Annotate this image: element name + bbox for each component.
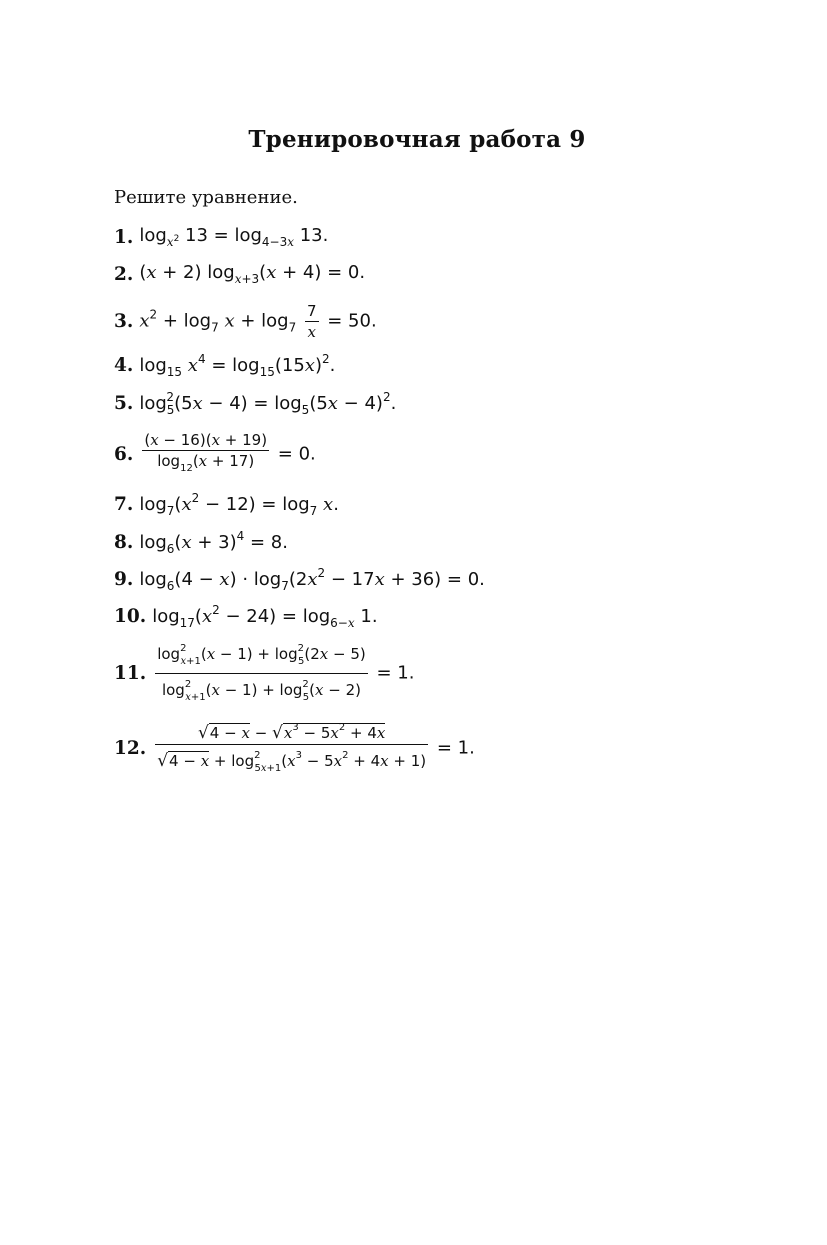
equation: $\frac{(x - 16)(x + 19)}{\log_{12}(x + 17)}$ = 0. — [144, 430, 316, 474]
problem-number: 2. — [114, 263, 134, 285]
equation: $\log_7(x^2 - 12) = \log_7 x$. — [139, 490, 339, 518]
equation: $\log_{15} x^4 = \log_{15}(15x)^2$. — [139, 351, 336, 379]
equation: (x + 2) $\log_{x+3}(x + 4) = 0$. — [139, 262, 366, 286]
problem-number: 5. — [114, 392, 134, 414]
equation: $\frac{\log^2_{x+1}(x - 1) + \log^2_5(2x - 5)}{\log^2_{x+1}(x - 1) + \log^2_5(x - 2)}$ = 1. — [157, 642, 415, 703]
problem-number: 7. — [114, 493, 134, 515]
problem-7 — [114, 491, 339, 517]
problem-number: 4. — [114, 354, 134, 376]
problem-number: 1. — [114, 226, 134, 248]
problem-3 — [114, 301, 377, 341]
problem-number: 3. — [114, 310, 134, 332]
problem-10 — [114, 603, 378, 629]
problem-number: 10. — [114, 605, 147, 627]
equation: $\log_6(x + 3)^4 = 8$. — [139, 528, 288, 556]
page-title: Тренировочная работа 9 — [248, 126, 586, 153]
instruction-text: Решите уравнение. — [114, 187, 298, 208]
problem-5 — [114, 390, 396, 416]
equation: $\frac{√4 - x - √x^3 - 5x^2 + 4x}{√4 - x + \log^2_{5x+1}(x^3 - 5x^2 + 4x + 1)}$ = 1. — [157, 721, 475, 774]
problem-number: 12. — [114, 737, 147, 759]
problem-number: 8. — [114, 531, 134, 553]
problem-2 — [114, 261, 365, 287]
problem-11 — [114, 642, 415, 703]
problem-4 — [114, 352, 335, 378]
problem-9 — [114, 566, 485, 592]
problem-12 — [114, 721, 475, 774]
problem-1 — [114, 224, 328, 250]
equation: $\log_{17}(x^2 - 24) = \log_{6-x} 1$. — [152, 602, 378, 630]
equation: $x^2 + \log_7 x + \log_7$ $\frac{7}{x}$ = 50. — [139, 301, 377, 341]
problem-number: 11. — [114, 662, 147, 684]
equation: $\log_6(4 - x) \cdot \log_7(2x^2 - 17x + 36) = 0$. — [139, 565, 485, 593]
equation: $\log_5^2(5x - 4) = \log_5(5x - 4)^2$. — [139, 389, 397, 417]
problem-number: 6. — [114, 443, 134, 465]
problem-8 — [114, 529, 288, 555]
equation: $\log_{x^2} 13 = \log_{4-3x} 13$. — [139, 225, 329, 249]
problem-6 — [114, 430, 316, 474]
problem-number: 9. — [114, 568, 134, 590]
